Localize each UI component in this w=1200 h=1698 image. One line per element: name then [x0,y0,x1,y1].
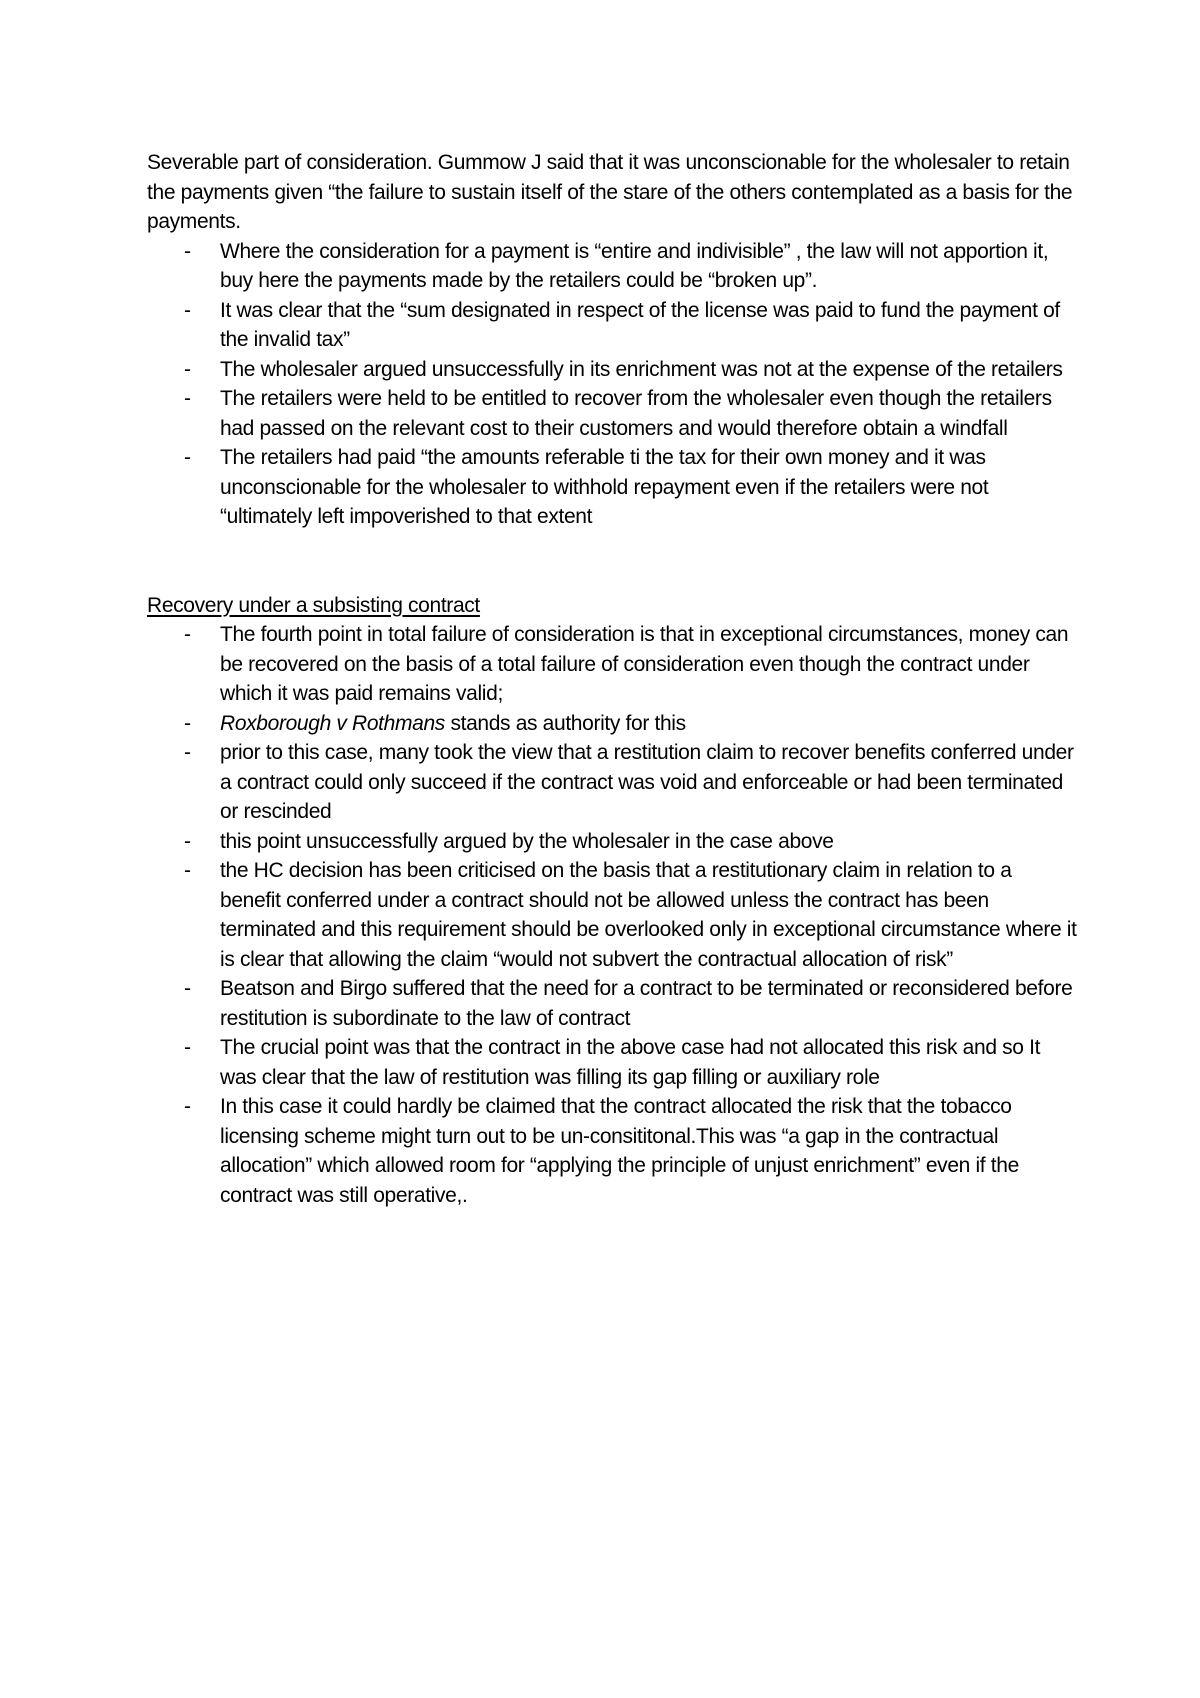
document-page [147,148,1077,1210]
list-item: - The crucial point was that the contract in the above case had not allocated this risk and so It was clear that the law of restitution was filling its gap filling or auxiliary role [220,1033,1077,1092]
list-item: - this point unsuccessfully argued by the wholesaler in the case above [220,827,1077,857]
list-item: - prior to this case, many took the view that a restitution claim to recover benefits conferred under a contract could only succeed if the contract was void and enforceable or had been terminated or rescinded [220,738,1077,827]
section-heading: Recovery under a subsisting contract [147,593,480,617]
section-spacer [147,532,1077,591]
section2-bullet-list [147,620,1077,1210]
list-item-case-authority [220,709,1077,739]
list-item: - The retailers had paid “the amounts referable ti the tax for their own money and it was unconscionable for the wholesaler to withhold repayment even if the retailers were not “ultimately left impoverished to that extent [220,443,1077,532]
list-item: - It was clear that the “sum designated in respect of the license was paid to fund the payment of the invalid tax” [220,296,1077,355]
list-item: - the HC decision has been criticised on the basis that a restitutionary claim in relation to a benefit conferred under a contract should not be allowed unless the contract has been terminated and this requirement should be overlooked only in exceptional circumstance where it is clear that allowing the claim “would not subvert the contractual allocation of risk” [220,856,1077,974]
list-item: - In this case it could hardly be claimed that the contract allocated the risk that the tobacco licensing scheme might turn out to be un-consititonal.This was “a gap in the contractual allocation” which allowed room for “applying the principle of unjust enrichment” even if the contract was still operative,. [220,1092,1077,1210]
intro-paragraph: Severable part of consideration. Gummow J said that it was unconscionable for the wholesaler to retain the payments given “the failure to sustain itself of the stare of the others contemplated as a basis for the payments. [147,151,1073,233]
list-item: - The wholesaler argued unsuccessfully in its enrichment was not at the expense of the retailers [220,355,1077,385]
list-item: - Where the consideration for a payment is “entire and indivisible” , the law will not apportion it, buy here the payments made by the retailers could be “broken up”. [220,237,1077,296]
case-name: Roxborough v Rothmans [220,711,445,735]
list-item: - Beatson and Birgo suffered that the need for a contract to be terminated or reconsidered before restitution is subordinate to the law of contract [220,974,1077,1033]
list-item: - The retailers were held to be entitled to recover from the wholesaler even though the retailers had passed on the relevant cost to their customers and would therefore obtain a windfall [220,384,1077,443]
section1-bullet-list [147,237,1077,532]
list-item: - The fourth point in total failure of consideration is that in exceptional circumstances, money can be recovered on the basis of a total failure of consideration even though the contract under which it was paid remains valid; [220,620,1077,709]
case-authority-text: stands as authority for this [444,711,686,735]
